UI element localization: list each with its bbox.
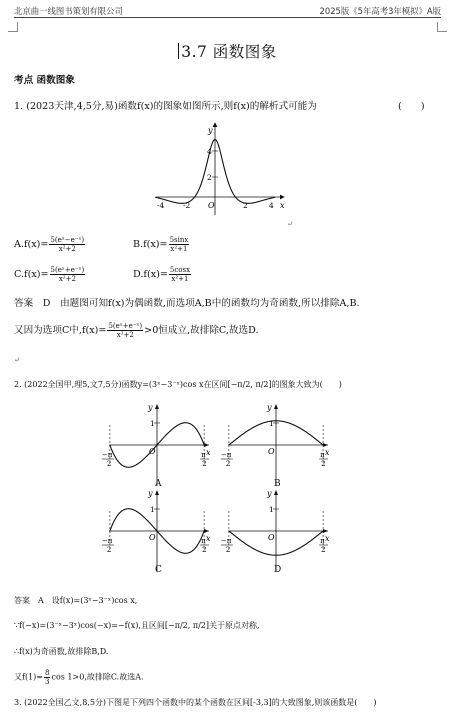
q2-y-arrow bbox=[274, 490, 278, 495]
q2-neg-den-label: 2 bbox=[106, 546, 112, 554]
q2-origin: O bbox=[149, 447, 156, 456]
header-book-title: 2025版《5年高考3年模拟》A版 bbox=[319, 6, 441, 16]
q2-neg-pi-label: −π bbox=[101, 537, 113, 545]
q2-stem: 2. (2022全国甲,理5,文7,5分)函数y=(3ˣ−3⁻ˣ)cos x在区间[−π/2, π/2]的图象大致为( ) bbox=[14, 380, 342, 389]
q2-pos-pi-label: π bbox=[320, 537, 325, 545]
q2-tick-label-1: 1 bbox=[269, 505, 274, 514]
q1-answer-paren: ( ) bbox=[398, 101, 425, 112]
q1-answer-line1: 答案 D 由题图可知f(x)为偶函数,而选项A,B中的函数均为奇函数,所以排除A,B. bbox=[14, 298, 360, 309]
q2-answer-line3: ∴f(x)为奇函数,故排除B,D. bbox=[14, 647, 109, 656]
q2-pos-den-label: 2 bbox=[202, 460, 207, 468]
q2-x-label: x bbox=[325, 534, 330, 543]
q2-answer-line1: 答案 A 设f(x)=(3ˣ−3⁻ˣ)cos x, bbox=[14, 596, 138, 605]
q2-x-arrow bbox=[323, 443, 328, 447]
q2-tick-label-1: 1 bbox=[269, 419, 274, 428]
q2-x-arrow bbox=[204, 443, 209, 447]
q2-pos-den-label: 2 bbox=[202, 546, 207, 554]
q2-answer-line2: ∵f(−x)=(3⁻ˣ−3ˣ)cos(−x)=−f(x),且区间[−π/2, π/2]关于原点对称, bbox=[14, 621, 260, 630]
paragraph-mark: ↵ bbox=[287, 220, 293, 228]
q2-x-arrow bbox=[323, 529, 328, 533]
q2-origin: O bbox=[149, 533, 156, 542]
q2-pos-pi-label: π bbox=[201, 451, 206, 459]
q1-x-label: x bbox=[280, 201, 285, 210]
q2-neg-den-label: 2 bbox=[106, 460, 112, 468]
q2-x-label: x bbox=[206, 448, 211, 457]
q2-graph-caption: A bbox=[155, 479, 162, 489]
q2-neg-den-label: 2 bbox=[225, 546, 231, 554]
q2-pos-den-label: 2 bbox=[321, 546, 326, 554]
q2-y-arrow bbox=[155, 404, 159, 409]
crop-mark-top-left bbox=[8, 22, 18, 32]
section-title: 3.7 函数图象 bbox=[0, 40, 455, 62]
q2-interval: [−π/2, π/2] bbox=[227, 380, 272, 389]
paragraph-mark: ↵ bbox=[14, 356, 20, 364]
q2-graph-a bbox=[101, 400, 215, 490]
q2-neg-pi-label: −π bbox=[220, 537, 232, 545]
q1-stem: 1. (2023天津,4,5分,易)函数f(x)的图象如图所示,则f(x)的解析式可能为 bbox=[14, 101, 317, 112]
q2-x-label: x bbox=[325, 448, 330, 457]
q2-neg-den-label: 2 bbox=[225, 460, 231, 468]
q2-origin: O bbox=[268, 447, 275, 456]
q2-pos-pi-label: π bbox=[201, 537, 206, 545]
q2-y-label: y bbox=[267, 403, 272, 412]
q2-pos-den-label: 2 bbox=[321, 460, 326, 468]
q1-xtick-neg4: -4 bbox=[157, 201, 165, 210]
q2-graph-caption: C bbox=[155, 565, 162, 575]
crop-mark-top-right bbox=[437, 22, 447, 32]
q1-xtick-neg2: -2 bbox=[183, 201, 191, 210]
page-header bbox=[14, 5, 441, 18]
q1-option-c: C.f(x)= $\frac{\text{5(eˣ+e⁻ˣ)}}{\text{x²+2}}$ bbox=[14, 266, 85, 283]
q2-graph-d bbox=[220, 486, 334, 576]
q2-y-arrow bbox=[155, 490, 159, 495]
q3-stem: 3. (2022全国乙文,8,5分)下图是下列四个函数中的某个函数在区间[-3,3]的大致图象,则该函数是( ) bbox=[14, 698, 377, 707]
q1-origin: O bbox=[208, 201, 215, 210]
q1-option-d: D.f(x)= $\frac{5\cos x}{\text{x²+1}}$ bbox=[133, 266, 191, 283]
q1-ytick-4: 4 bbox=[207, 147, 212, 156]
q1-option-b: B.f(x)= $\frac{5\sin x}{\text{x²+1}}$ bbox=[133, 236, 189, 253]
q2-answer-line4: 又f(1)= $\frac{8}{3}$ cos 1>0,故排除C.故选A. bbox=[14, 669, 144, 686]
q2-x-arrow bbox=[204, 529, 209, 533]
q1-answer-line2: 又因为选项C中,f(x)= $\frac{\text{5(eˣ+e⁻ˣ)}}{\text{x²+2}}$ >0恒成立,故排除C,故选D. bbox=[14, 322, 259, 339]
q1-option-a: A.f(x)= $\frac{\text{5(eˣ−e⁻ˣ)}}{\text{x²+2}}$ bbox=[14, 236, 85, 253]
q2-graph-b bbox=[220, 400, 334, 490]
q2-tick-label-1: 1 bbox=[150, 419, 155, 428]
q2-neg-pi-label: −π bbox=[220, 451, 232, 459]
q2-graph-c bbox=[101, 486, 215, 576]
q2-graph-caption: B bbox=[274, 479, 281, 489]
q1-xtick-2: 2 bbox=[243, 201, 248, 210]
q2-x-label: x bbox=[206, 534, 211, 543]
q2-tick-label-1: 1 bbox=[150, 505, 155, 514]
q2-y-label: y bbox=[148, 489, 153, 498]
header-publisher: 北京曲一线图书策划有限公司 bbox=[14, 6, 123, 16]
q2-y-arrow bbox=[274, 404, 278, 409]
q2-pos-pi-label: π bbox=[320, 451, 325, 459]
q2-y-label: y bbox=[267, 489, 272, 498]
text-cursor bbox=[178, 43, 179, 59]
q1-ytick-2: 2 bbox=[207, 173, 212, 182]
q1-xtick-4: 4 bbox=[269, 201, 274, 210]
q1-y-label: y bbox=[208, 126, 213, 135]
q1-function-graph bbox=[150, 119, 290, 219]
topic-heading: 考点 函数图象 bbox=[14, 75, 75, 86]
q2-neg-pi-label: −π bbox=[101, 451, 113, 459]
q2-origin: O bbox=[268, 533, 275, 542]
q2-graph-caption: D bbox=[274, 565, 282, 575]
q2-y-label: y bbox=[148, 403, 153, 412]
